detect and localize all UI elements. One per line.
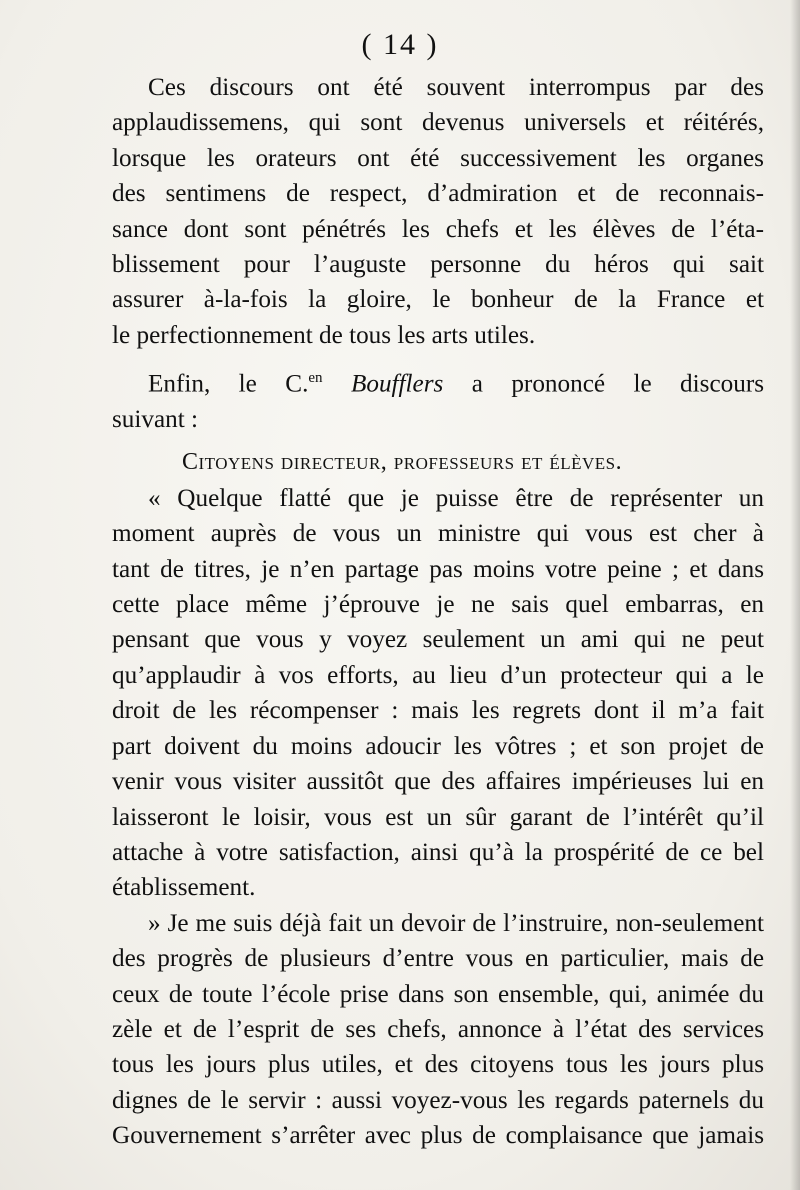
text-line: zèle et de l’esprit de ses chefs, annonce à l’état des services bbox=[112, 1015, 764, 1043]
paragraph-boufflers bbox=[112, 361, 764, 437]
paragraph-gap bbox=[112, 437, 764, 445]
text-line: qu’applaudir à vos efforts, au lieu d’un protecteur qui a le bbox=[112, 661, 764, 689]
text-line: laisseront le loisir, vous est un sûr garant de l’intérêt qu’il bbox=[112, 803, 764, 831]
paragraph-applause bbox=[112, 70, 764, 353]
text-line: des progrès de plusieurs d’entre vous en particulier, mais de bbox=[112, 945, 764, 973]
speaker-name: Boufflers bbox=[350, 370, 444, 398]
paragraph-gap bbox=[112, 353, 764, 361]
abbreviation-superscript: en bbox=[308, 370, 323, 387]
text-line: blissement pour l’auguste personne du héros qui sait bbox=[112, 251, 764, 279]
text-line: cette place même j’éprouve je ne sais quel embarras, en bbox=[112, 591, 764, 619]
text-line: « Quelque flatté que je puisse être de représenter un bbox=[148, 484, 764, 512]
text-line: lorsque les orateurs ont été successivement les organes bbox=[112, 144, 764, 172]
text-line: venir vous visiter aussitôt que des affaires impérieuses lui en bbox=[112, 768, 764, 796]
text-line: assurer à-la-fois la gloire, le bonheur de la France et bbox=[112, 286, 764, 314]
text-line bbox=[112, 361, 764, 402]
text-segment: a prononcé le discours bbox=[443, 370, 765, 398]
page-number: ( 14 ) bbox=[361, 28, 439, 61]
text-line: tous les jours plus utiles, et des citoyens tous les jours plus bbox=[112, 1051, 764, 1079]
speech-paragraph-2 bbox=[112, 906, 764, 1154]
text-line: applaudissemens, qui sont devenus universels et réitérés, bbox=[112, 109, 764, 137]
text-line: ceux de toute l’école prise dans son ensemble, qui, animée du bbox=[112, 980, 764, 1008]
text-line: suivant : bbox=[112, 406, 199, 434]
text-line: sance dont sont pénétrés les chefs et les élèves de l’éta- bbox=[112, 215, 764, 243]
text-line: attache à votre satisfaction, ainsi qu’à la prospérité de ce bel bbox=[112, 838, 764, 866]
text-line: pensant que vous y voyez seulement un ami qui ne peut bbox=[112, 626, 764, 654]
text-line: établissement. bbox=[112, 874, 256, 902]
text-segment: Enfin, le C. bbox=[148, 370, 309, 398]
text-line: des sentimens de respect, d’admiration et de reconnais- bbox=[112, 180, 764, 208]
text-line: le perfectionnement de tous les arts utiles. bbox=[112, 321, 536, 349]
text-line: dignes de le servir : aussi voyez-vous les regards paternels du bbox=[112, 1086, 764, 1114]
text-line: » Je me suis déjà fait un devoir de l’instruire, non-seulement bbox=[148, 909, 764, 937]
text-line: part doivent du moins adoucir les vôtres ; et son projet de bbox=[112, 732, 764, 760]
text-line: moment auprès de vous un ministre qui vous est cher à bbox=[112, 520, 764, 548]
text-line: droit de les récompenser : mais les regrets dont il m’a fait bbox=[112, 697, 764, 725]
page-edge-shadow bbox=[790, 0, 800, 1190]
text-line: tant de titres, je n’en partage pas moins votre peine ; et dans bbox=[112, 555, 764, 583]
text-line: Ces discours ont été souvent interrompus par des bbox=[148, 74, 764, 101]
speech-heading: Citoyens directeur, professeurs et élèves. bbox=[182, 449, 623, 476]
text-line: Gouvernement s’arrêter avec plus de complaisance que jamais bbox=[112, 1122, 764, 1150]
page-text bbox=[112, 70, 764, 1154]
speech-paragraph-1 bbox=[112, 481, 764, 906]
